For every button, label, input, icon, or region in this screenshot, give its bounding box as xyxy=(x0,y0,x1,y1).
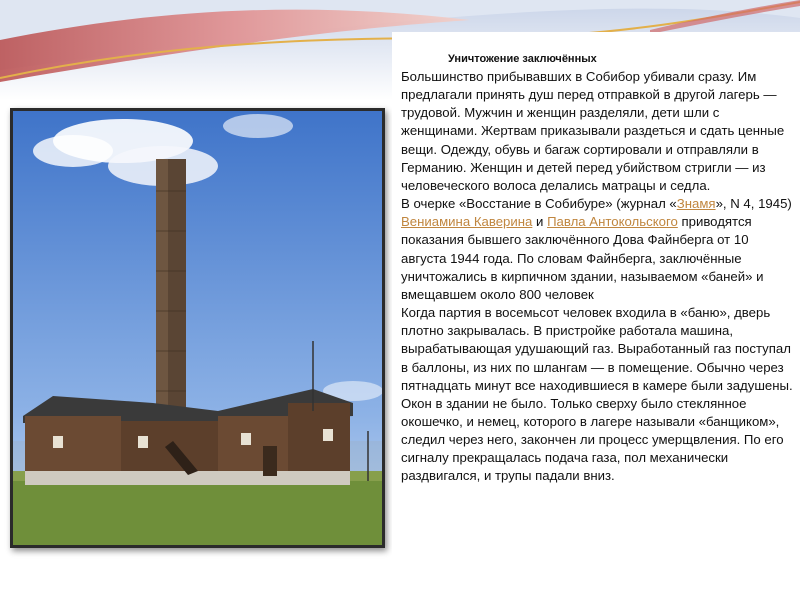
article-body xyxy=(401,68,797,486)
paragraph-2-text-4: приводятся показания бывшего заключённого Дова Файнберга от 10 августа 1944 года. По словам Файнберга, заключённые уничтожались в кирпичном здании, называемом «баней» и вмещавшем около 800 человек xyxy=(401,214,764,302)
paragraph-2 xyxy=(401,195,797,304)
link-kaverin[interactable]: Вениамина Каверина xyxy=(401,214,533,230)
section-title: Уничтожение заключённых xyxy=(448,53,597,65)
text-panel xyxy=(392,32,800,584)
link-znamya[interactable]: Знамя xyxy=(676,196,716,212)
paragraph-1: Большинство прибывавших в Собибор убивали сразу. Им предлагали принять душ перед отправкой в другой лагерь — трудовой. Мужчин и женщин разделяли, дети шли с женщинами. Жертвам приказывали раздеться и сдать ценные вещи. Одежду, обувь и багаж сортировали и отправляли в Германию. Женщин и детей перед убийством стригли — из человеческого волоса делались матрацы и седла. xyxy=(401,69,785,193)
paragraph-2-text-3: и xyxy=(532,214,548,230)
paragraph-2-text-1: В очерке «Восстание в Собибуре» (журнал « xyxy=(401,196,677,212)
crematorium-photo xyxy=(10,108,385,548)
crematorium-photo-icon xyxy=(13,111,382,545)
paragraph-2-text-2: », N 4, 1945) xyxy=(715,196,792,212)
link-antokolsky[interactable]: Павла Антокольского xyxy=(547,214,678,230)
paragraph-3: Когда партия в восемьсот человек входила в «баню», дверь плотно закрывалась. В пристройке работала машина, вырабатывающая удушающий газ. Выработанный газ поступал в баллоны, из них по шлангам — в помещение. Обычно через пятнадцать минут все находившиеся в камере были задушены. Окон в здании не было. Только сверху было стеклянное окошечко, и немец, которого в лагере называли «банщиком», следил через него, закончен ли процесс умерщвления. По его сигналу прекращалась подача газа, пол механически раздвигался, и трупы падали вниз. xyxy=(401,305,793,484)
